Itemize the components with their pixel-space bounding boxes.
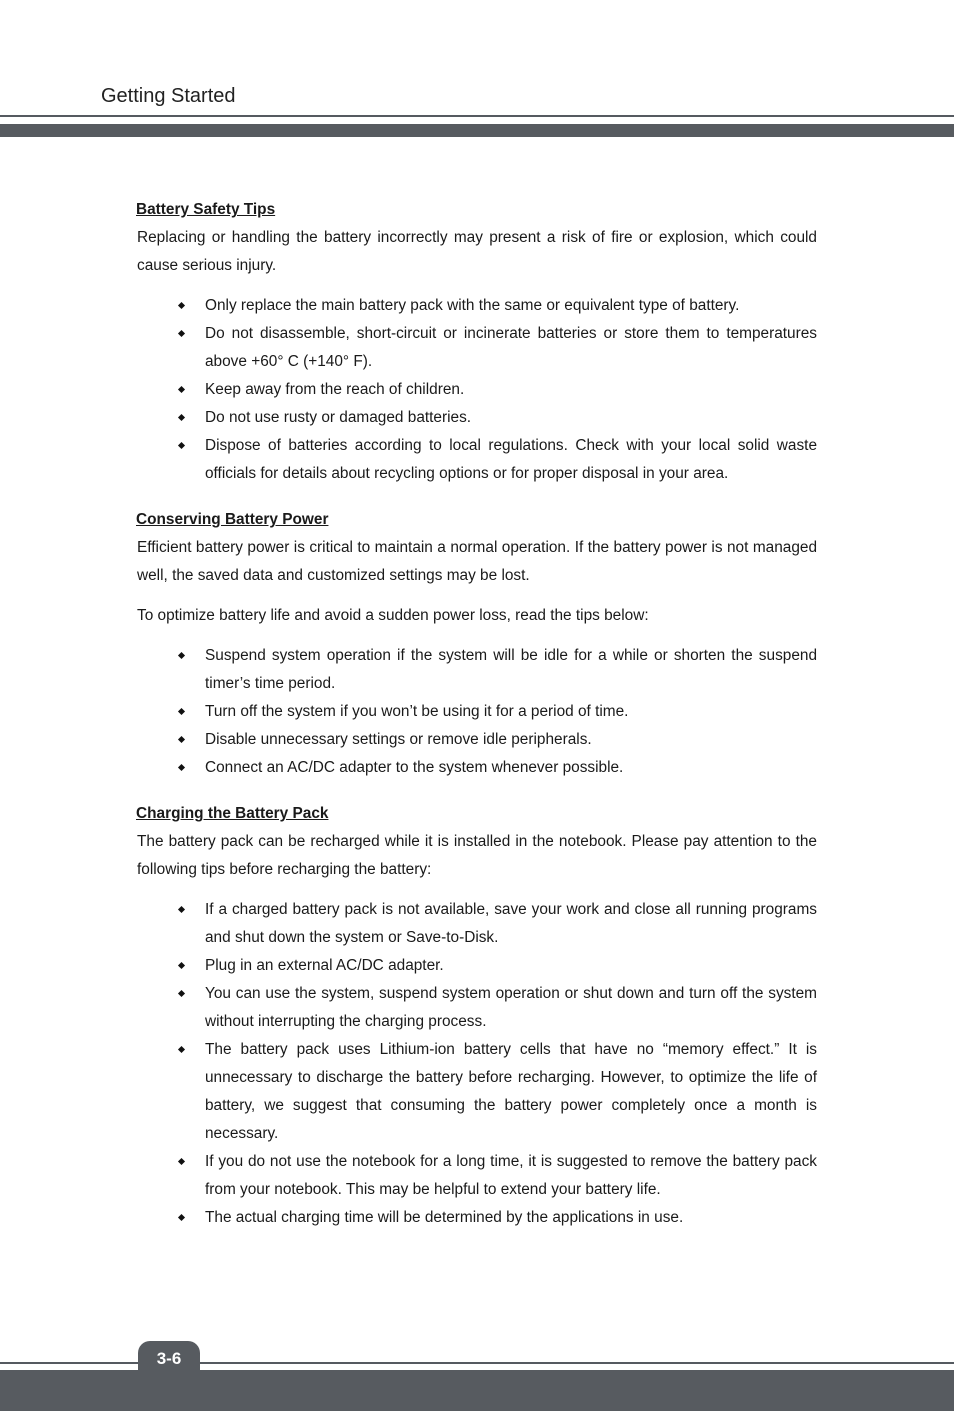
list-item	[137, 1148, 817, 1204]
bullet-list	[137, 896, 817, 1232]
list-item-text: Keep away from the reach of children.	[205, 381, 465, 398]
header-title: Getting Started	[101, 85, 236, 107]
list-item	[137, 726, 817, 754]
list-item-text: If a charged battery pack is not available, save your work and close all running programs and shut down the system or Save-to-Disk.	[205, 901, 817, 946]
header-bar	[0, 124, 954, 137]
list-item-text: Do not disassemble, short-circuit or incinerate batteries or store them to temperatures above +60° C (+140° F).	[205, 325, 817, 370]
list-item	[137, 952, 817, 980]
diamond-bullet-icon	[178, 386, 185, 393]
list-item-text: Turn off the system if you won’t be using it for a period of time.	[205, 703, 629, 720]
diamond-bullet-icon	[178, 414, 185, 421]
list-item	[137, 320, 817, 376]
page-number: 3-6	[156, 1349, 182, 1368]
list-item-text: Dispose of batteries according to local regulations. Check with your local solid waste officials for details about recycling options or for proper disposal in your area.	[205, 437, 817, 482]
diamond-bullet-icon	[178, 736, 185, 743]
list-item-text: Suspend system operation if the system will be idle for a while or shorten the suspend timer’s time period.	[205, 647, 817, 692]
diamond-bullet-icon	[178, 302, 185, 309]
diamond-bullet-icon	[178, 652, 185, 659]
list-item-text: The battery pack uses Lithium-ion battery cells that have no “memory effect.” It is unnecessary to discharge the battery before recharging. However, to optimize the life of battery, we suggest that consuming the battery power completely once a month is necessary.	[205, 1041, 817, 1142]
diamond-bullet-icon	[178, 1158, 185, 1165]
list-item	[137, 376, 817, 404]
list-item-text: Do not use rusty or damaged batteries.	[205, 409, 472, 426]
bullet-list	[137, 642, 817, 782]
diamond-bullet-icon	[178, 906, 185, 913]
list-item-text: Only replace the main battery pack with the same or equivalent type of battery.	[205, 297, 740, 314]
list-item-text: Plug in an external AC/DC adapter.	[205, 957, 444, 974]
list-item	[137, 896, 817, 952]
list-item	[137, 980, 817, 1036]
header-divider-line	[0, 115, 954, 117]
list-item	[137, 1204, 817, 1232]
diamond-bullet-icon	[178, 990, 185, 997]
diamond-bullet-icon	[178, 708, 185, 715]
section-paragraph: Efficient battery power is critical to maintain a normal operation. If the battery power is not managed well, the saved data and customized settings may be lost.	[137, 539, 817, 584]
list-item	[137, 404, 817, 432]
list-item-text: If you do not use the notebook for a long time, it is suggested to remove the battery pack from your notebook. This may be helpful to extend your battery life.	[205, 1153, 817, 1198]
list-item	[137, 754, 817, 782]
diamond-bullet-icon	[178, 1214, 185, 1221]
section-charging-the-battery-pack	[137, 802, 817, 1232]
section-heading: Conserving Battery Power	[136, 511, 329, 528]
list-item	[137, 698, 817, 726]
list-item	[137, 642, 817, 698]
main-content	[137, 198, 817, 1252]
list-item	[137, 1036, 817, 1148]
section-paragraph: Replacing or handling the battery incorrectly may present a risk of fire or explosion, which could cause serious injury.	[137, 229, 817, 274]
list-item-text: Connect an AC/DC adapter to the system whenever possible.	[205, 759, 624, 776]
diamond-bullet-icon	[178, 1046, 185, 1053]
section-paragraph: The battery pack can be recharged while it is installed in the notebook. Please pay attention to the following tips before recharging the battery:	[137, 833, 817, 878]
list-item	[137, 292, 817, 320]
list-item-text: Disable unnecessary settings or remove idle peripherals.	[205, 731, 592, 748]
bullet-list	[137, 292, 817, 488]
list-item-text: The actual charging time will be determined by the applications in use.	[205, 1209, 684, 1226]
diamond-bullet-icon	[178, 330, 185, 337]
section-heading: Battery Safety Tips	[136, 201, 276, 218]
diamond-bullet-icon	[178, 764, 185, 771]
section-battery-safety-tips	[137, 198, 817, 488]
section-paragraph: To optimize battery life and avoid a sudden power loss, read the tips below:	[137, 607, 649, 624]
diamond-bullet-icon	[178, 442, 185, 449]
list-item-text: You can use the system, suspend system operation or shut down and turn off the system without interrupting the charging process.	[205, 985, 817, 1030]
section-conserving-battery-power	[137, 508, 817, 782]
section-heading: Charging the Battery Pack	[136, 805, 329, 822]
list-item	[137, 432, 817, 488]
diamond-bullet-icon	[178, 962, 185, 969]
